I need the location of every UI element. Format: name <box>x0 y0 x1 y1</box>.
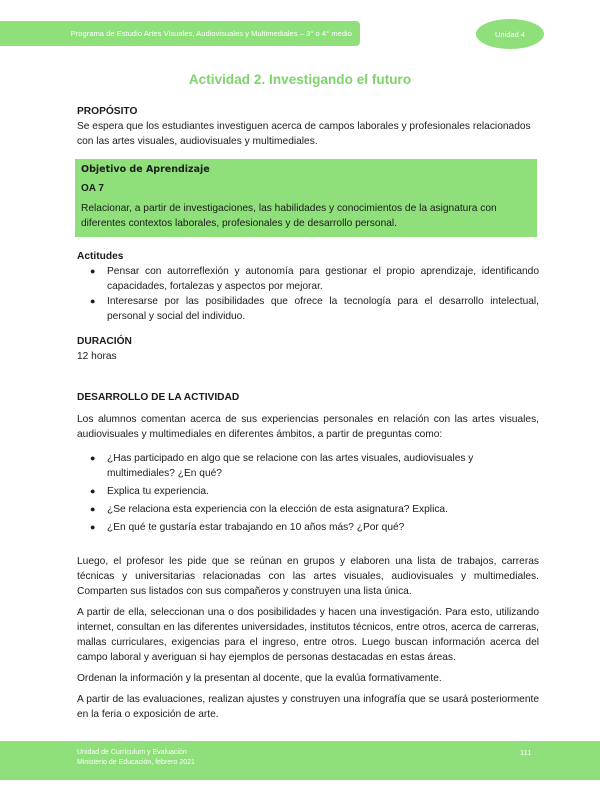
list-item <box>77 484 539 499</box>
program-title: Programa de Estudio Artes Visuales, Audiovisuales y Multimediales – 3° o 4° medio <box>70 29 352 38</box>
purpose-section <box>77 104 539 149</box>
development-heading: DESARROLLO DE LA ACTIVIDAD <box>77 392 240 403</box>
development-paragraph: Luego, el profesor les pide que se reúnan en grupos y elaboren una lista de trabajos, carreras técnicas y universitarias relacionadas con las artes visuales, audiovisuales y multimediales. Comparten sus listados con sus compañeros y construyen una lista única. <box>77 556 539 597</box>
duration-value: 12 horas <box>77 351 117 362</box>
development-paragraph: Ordenan la información y la presentan al docente, que la evalúa formativamente. <box>77 673 442 684</box>
attitude-text: Pensar con autorreflexión y autonomía para gestionar el propio aprendizaje, identificando capacidades, fortalezas y aspectos por mejorar. <box>107 266 539 292</box>
bullet-icon: ● <box>90 522 96 532</box>
development-section <box>77 390 539 722</box>
footer-bar <box>0 741 600 780</box>
header-bar <box>0 21 360 46</box>
list-item <box>77 502 539 517</box>
bullet-icon: ● <box>90 296 96 306</box>
question-text: ¿En qué te gustaría estar trabajando en 10 años más? ¿Por qué? <box>107 522 405 533</box>
duration-heading: DURACIÓN <box>77 336 132 347</box>
footer-line-2: Ministerio de Educación, febrero 2021 <box>77 759 195 766</box>
question-text: ¿Se relaciona esta experiencia con la elección de esta asignatura? Explica. <box>107 504 448 515</box>
development-intro: Los alumnos comentan acerca de sus experiencias personales en relación con las artes visuales, audiovisuales y multimediales en diferentes ámbitos, a partir de preguntas como: <box>77 414 539 440</box>
list-item <box>77 451 539 481</box>
list-item <box>77 520 539 535</box>
objective-code: OA 7 <box>81 183 104 194</box>
attitudes-list <box>77 264 539 324</box>
question-text: ¿Has participado en algo que se relacione con las artes visuales, audiovisuales y multimediales? ¿En qué? <box>107 453 474 479</box>
document-content <box>77 104 539 722</box>
bullet-icon: ● <box>90 504 96 514</box>
learning-objective-box <box>75 159 537 237</box>
bullet-icon: ● <box>90 266 96 276</box>
attitudes-section <box>77 249 539 324</box>
list-item <box>77 264 539 294</box>
footer-credits <box>77 748 195 768</box>
questions-list <box>77 451 539 535</box>
development-paragraph: A partir de las evaluaciones, realizan ajustes y construyen una infografía que se usará posteriormente en la feria o exposición de arte. <box>77 694 539 720</box>
activity-title: Actividad 2. Investigando el futuro <box>188 72 412 87</box>
unit-badge <box>476 19 544 49</box>
development-paragraph: A partir de ella, seleccionan una o dos posibilidades y hacen una investigación. Para esto, utilizando internet, consultan en las diferentes universidades, institutos técnicos, entre otros, acerca de carreras, mallas curriculares, exigencias para el ingreso, entre otros. Luego buscan información acerca del campo laboral y averiguan si hay ejemplos de personas destacadas en estas áreas. <box>77 607 539 663</box>
question-text: Explica tu experiencia. <box>107 486 209 497</box>
attitudes-heading: Actitudes <box>77 251 124 262</box>
footer-line-1: Unidad de Currículum y Evaluación <box>77 749 187 756</box>
duration-section <box>77 334 539 364</box>
attitude-text: Interesarse por las posibilidades que ofrece la tecnología para el desarrollo intelectual, personal y social del individuo. <box>107 296 539 322</box>
objective-heading: Objetivo de Aprendizaje <box>81 164 210 175</box>
purpose-text: Se espera que los estudiantes investiguen acerca de campos laborales y profesionales relacionados con las artes visuales, audiovisuales y multimediales. <box>77 121 531 147</box>
page-number: 111 <box>520 748 532 757</box>
bullet-icon: ● <box>90 453 96 463</box>
unit-label: Unidad 4 <box>494 29 526 39</box>
objective-text: Relacionar, a partir de investigaciones, las habilidades y conocimientos de la asignatura con diferentes contextos laborales, profesionales y de desarrollo personal. <box>81 203 497 229</box>
list-item <box>77 294 539 324</box>
bullet-icon: ● <box>90 486 96 496</box>
purpose-heading: PROPÓSITO <box>77 106 138 117</box>
